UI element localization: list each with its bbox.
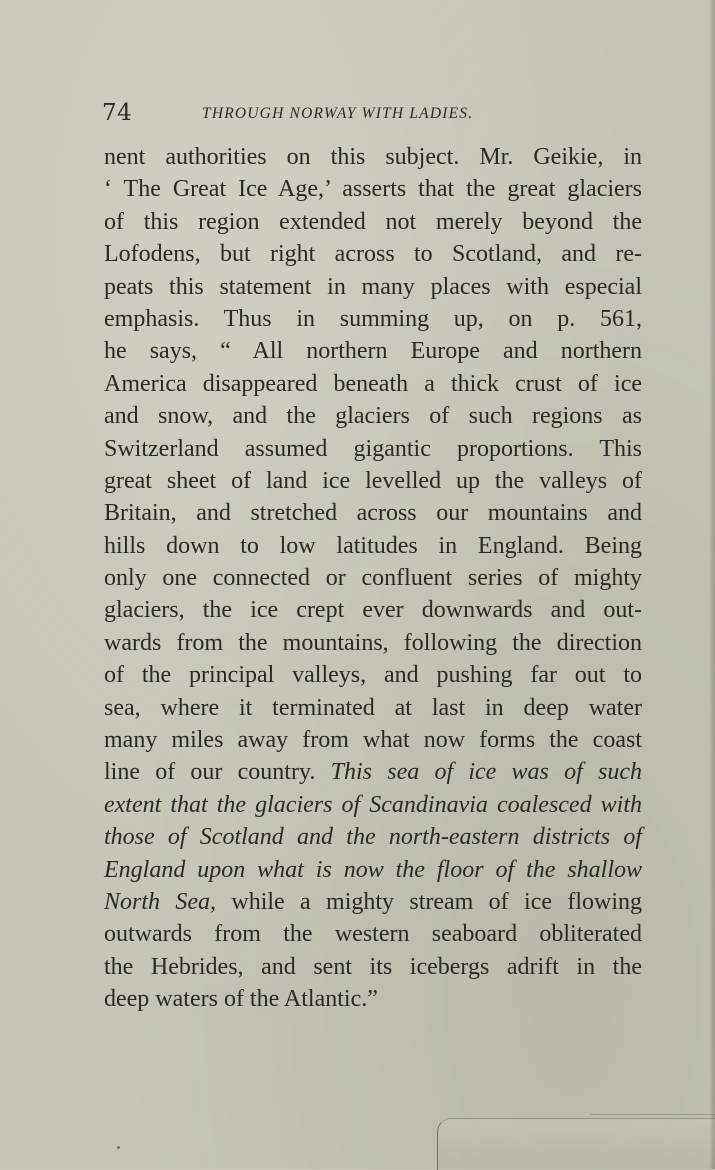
text-line: of this region extended not merely beyond the	[104, 208, 642, 235]
text-line: of the principal valleys, and pushing far out to	[104, 662, 642, 689]
italic-quote: North Sea,	[104, 888, 217, 915]
paper-speck	[117, 1146, 120, 1149]
italic-text-line: those of Scotland and the north-eastern districts of	[104, 824, 642, 851]
page-number: 74	[102, 100, 133, 126]
text-line: the Hebrides, and sent its icebergs adrift in the	[104, 953, 642, 980]
text-line: hills down to low latitudes in England. Being	[104, 532, 642, 559]
text-line-final: deep waters of the Atlantic.”	[104, 986, 378, 1013]
text-line: glaciers, the ice crept ever downwards and out-	[104, 597, 642, 624]
italic-text-line: England upon what is now the floor of the shallow	[104, 856, 642, 883]
roman-text: while a mighty stream of ice flowing	[216, 888, 642, 915]
text-line: Britain, and stretched across our mountains and	[104, 500, 642, 527]
text-line: outwards from the western seaboard obliterated	[104, 921, 642, 948]
text-line: sea, where it terminated at last in deep water	[104, 694, 642, 721]
italic-text-line: extent that the glaciers of Scandinavia coalesced with	[104, 791, 642, 818]
text-line: nent authorities on this subject. Mr. Geikie, in	[104, 144, 642, 170]
text-line-mixed	[104, 756, 642, 788]
roman-text: line of our country.	[104, 759, 331, 786]
scan-corner-mark	[437, 1118, 715, 1170]
scan-edge-line	[590, 1114, 715, 1115]
text-line: he says, “ All northern Europe and northern	[104, 338, 642, 365]
page-header	[102, 100, 662, 130]
text-line: great sheet of land ice levelled up the valleys of	[104, 467, 642, 494]
text-line: ‘ The Great Ice Age,’ asserts that the great glaciers	[104, 176, 642, 203]
text-line: emphasis. Thus in summing up, on p. 561,	[104, 305, 642, 332]
text-line: wards from the mountains, following the direction	[104, 629, 642, 656]
running-title: THROUGH NORWAY WITH LADIES.	[202, 105, 474, 122]
italic-quote: This sea of ice was of such	[330, 759, 642, 786]
page-edge-shadow	[710, 0, 715, 1169]
text-line: America disappeared beneath a thick crust of ice	[104, 370, 642, 397]
text-line: only one connected or confluent series of mighty	[104, 565, 642, 592]
text-line: Switzerland assumed gigantic proportions. This	[104, 435, 642, 462]
text-line: Lofodens, but right across to Scotland, and re-	[104, 241, 642, 268]
body-text	[104, 141, 642, 1016]
text-line: many miles away from what now forms the coast	[104, 727, 642, 754]
text-line-mixed	[104, 886, 642, 918]
text-line: peats this statement in many places with especial	[104, 273, 642, 300]
text-line: and snow, and the glaciers of such regions as	[104, 403, 642, 430]
